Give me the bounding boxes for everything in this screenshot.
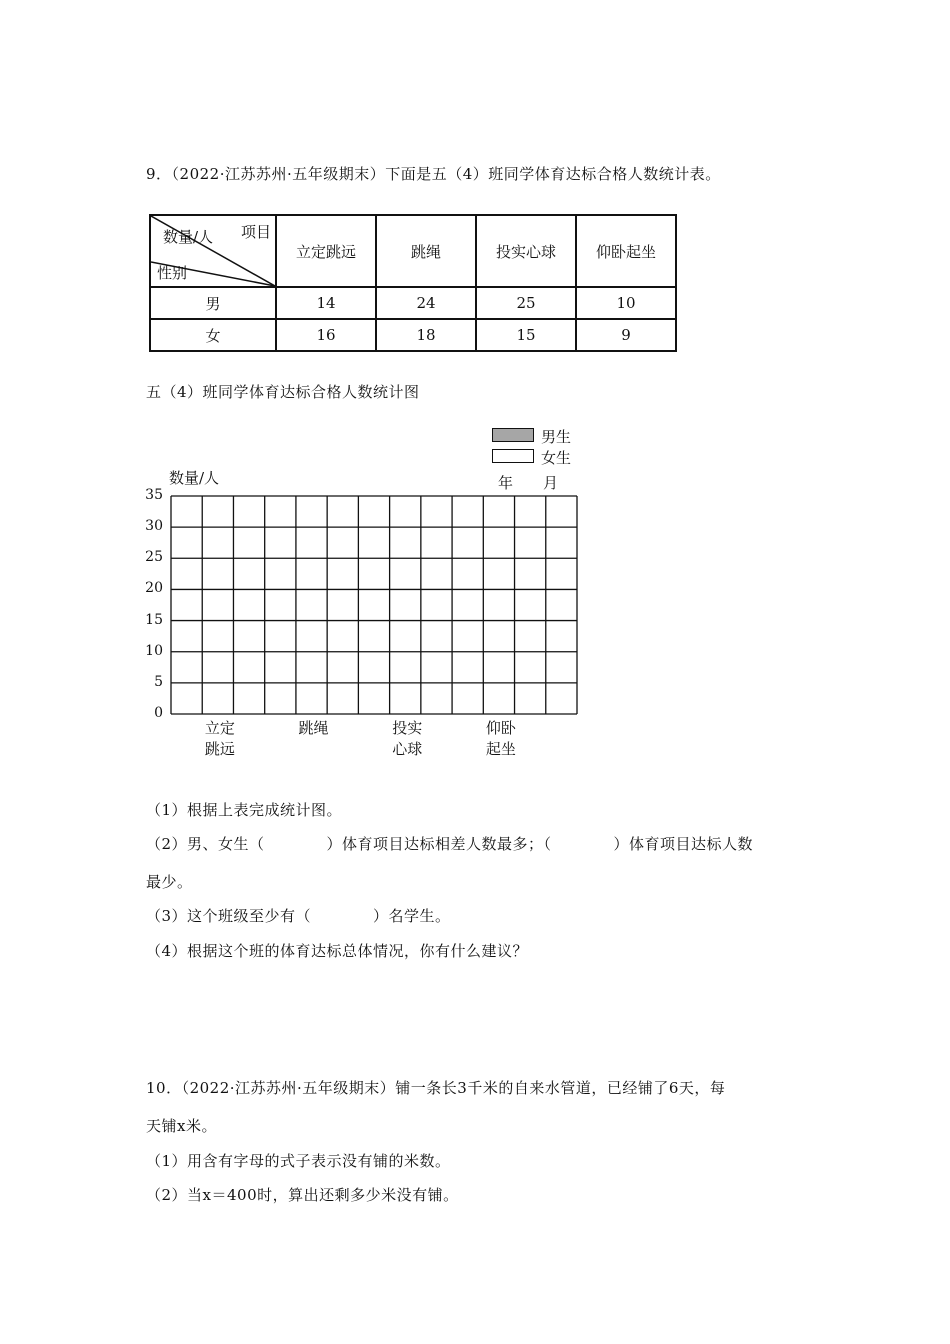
table-cell: 16 bbox=[276, 319, 376, 351]
q9-sub4: （4）根据这个班的体育达标总体情况，你有什么建议？ bbox=[146, 942, 529, 960]
q10-sub2: （2）当x＝400时，算出还剩多少米没有铺。 bbox=[146, 1186, 459, 1204]
corner-gender-label: 性别 bbox=[157, 264, 188, 282]
x-tick-label-line: 立定 bbox=[204, 719, 235, 737]
table-header-item: 跳绳 bbox=[376, 215, 476, 287]
table-header-item: 仰卧起坐 bbox=[576, 215, 676, 287]
stat-table bbox=[149, 214, 677, 352]
q9-title: 9．（2022·江苏苏州·五年级期末）下面是五（4）班同学体育达标合格人数统计表。 bbox=[146, 165, 721, 183]
legend-label-girls: 女生 bbox=[541, 449, 572, 467]
x-tick-label bbox=[377, 718, 437, 760]
y-tick-label: 5 bbox=[154, 673, 163, 690]
q10-title: 10．（2022·江苏苏州·五年级期末）铺一条长3千米的自来水管道，已经铺了6天，每 bbox=[146, 1079, 726, 1097]
table-cell: 24 bbox=[376, 287, 476, 319]
table-corner-cell bbox=[150, 215, 276, 287]
table-cell: 9 bbox=[576, 319, 676, 351]
x-tick-label-line: 跳绳 bbox=[298, 719, 329, 737]
x-tick-label-line: 投实 bbox=[392, 719, 423, 737]
table-header-item: 投实心球 bbox=[476, 215, 576, 287]
x-tick-label bbox=[190, 718, 250, 760]
x-tick-label-line: 跳远 bbox=[204, 740, 235, 758]
x-tick-label bbox=[284, 718, 344, 739]
y-tick-label: 20 bbox=[145, 580, 163, 597]
legend-swatch-boys bbox=[492, 428, 534, 442]
corner-item-label: 项目 bbox=[240, 223, 271, 241]
y-tick-label: 35 bbox=[145, 487, 163, 503]
table-gender-cell: 女 bbox=[150, 319, 276, 351]
table-cell: 10 bbox=[576, 287, 676, 319]
table-cell: 25 bbox=[476, 287, 576, 319]
x-tick-label-line: 心球 bbox=[392, 740, 423, 758]
q9-sub3: （3）这个班级至少有（ ）名学生。 bbox=[146, 907, 451, 925]
table-row bbox=[150, 287, 676, 319]
y-tick-label: 25 bbox=[145, 549, 163, 566]
legend-label-boys: 男生 bbox=[541, 428, 572, 446]
x-tick-label bbox=[471, 718, 531, 760]
q10-sub1: （1）用含有字母的式子表示没有铺的米数。 bbox=[146, 1152, 451, 1170]
corner-qty-label: 数量/人 bbox=[163, 228, 214, 246]
legend-swatch-girls bbox=[492, 449, 534, 463]
chart-grid bbox=[170, 495, 578, 716]
x-tick-label-line: 仰卧 bbox=[485, 719, 516, 737]
table-row bbox=[150, 319, 676, 351]
chart-title: 五（4）班同学体育达标合格人数统计图 bbox=[146, 383, 420, 401]
y-axis-label: 数量/人 bbox=[169, 469, 220, 487]
table-gender-cell: 男 bbox=[150, 287, 276, 319]
table-cell: 14 bbox=[276, 287, 376, 319]
q9-sub2: （2）男、女生（ ）体育项目达标相差人数最多；（ ）体育项目达标人数 bbox=[146, 835, 754, 853]
date-label: 年 月 bbox=[498, 474, 559, 492]
q9-sub1: （1）根据上表完成统计图。 bbox=[146, 801, 343, 819]
x-tick-label-line: 起坐 bbox=[485, 740, 516, 758]
table-header-item: 立定跳远 bbox=[276, 215, 376, 287]
y-tick-label: 30 bbox=[145, 518, 163, 535]
y-tick-label: 0 bbox=[154, 705, 163, 721]
y-tick-label: 15 bbox=[145, 611, 163, 628]
table-cell: 18 bbox=[376, 319, 476, 351]
q9-sub2-cont: 最少。 bbox=[146, 873, 193, 891]
q10-title-cont: 天铺x米。 bbox=[146, 1117, 217, 1135]
table-cell: 15 bbox=[476, 319, 576, 351]
y-tick-label: 10 bbox=[145, 642, 163, 659]
